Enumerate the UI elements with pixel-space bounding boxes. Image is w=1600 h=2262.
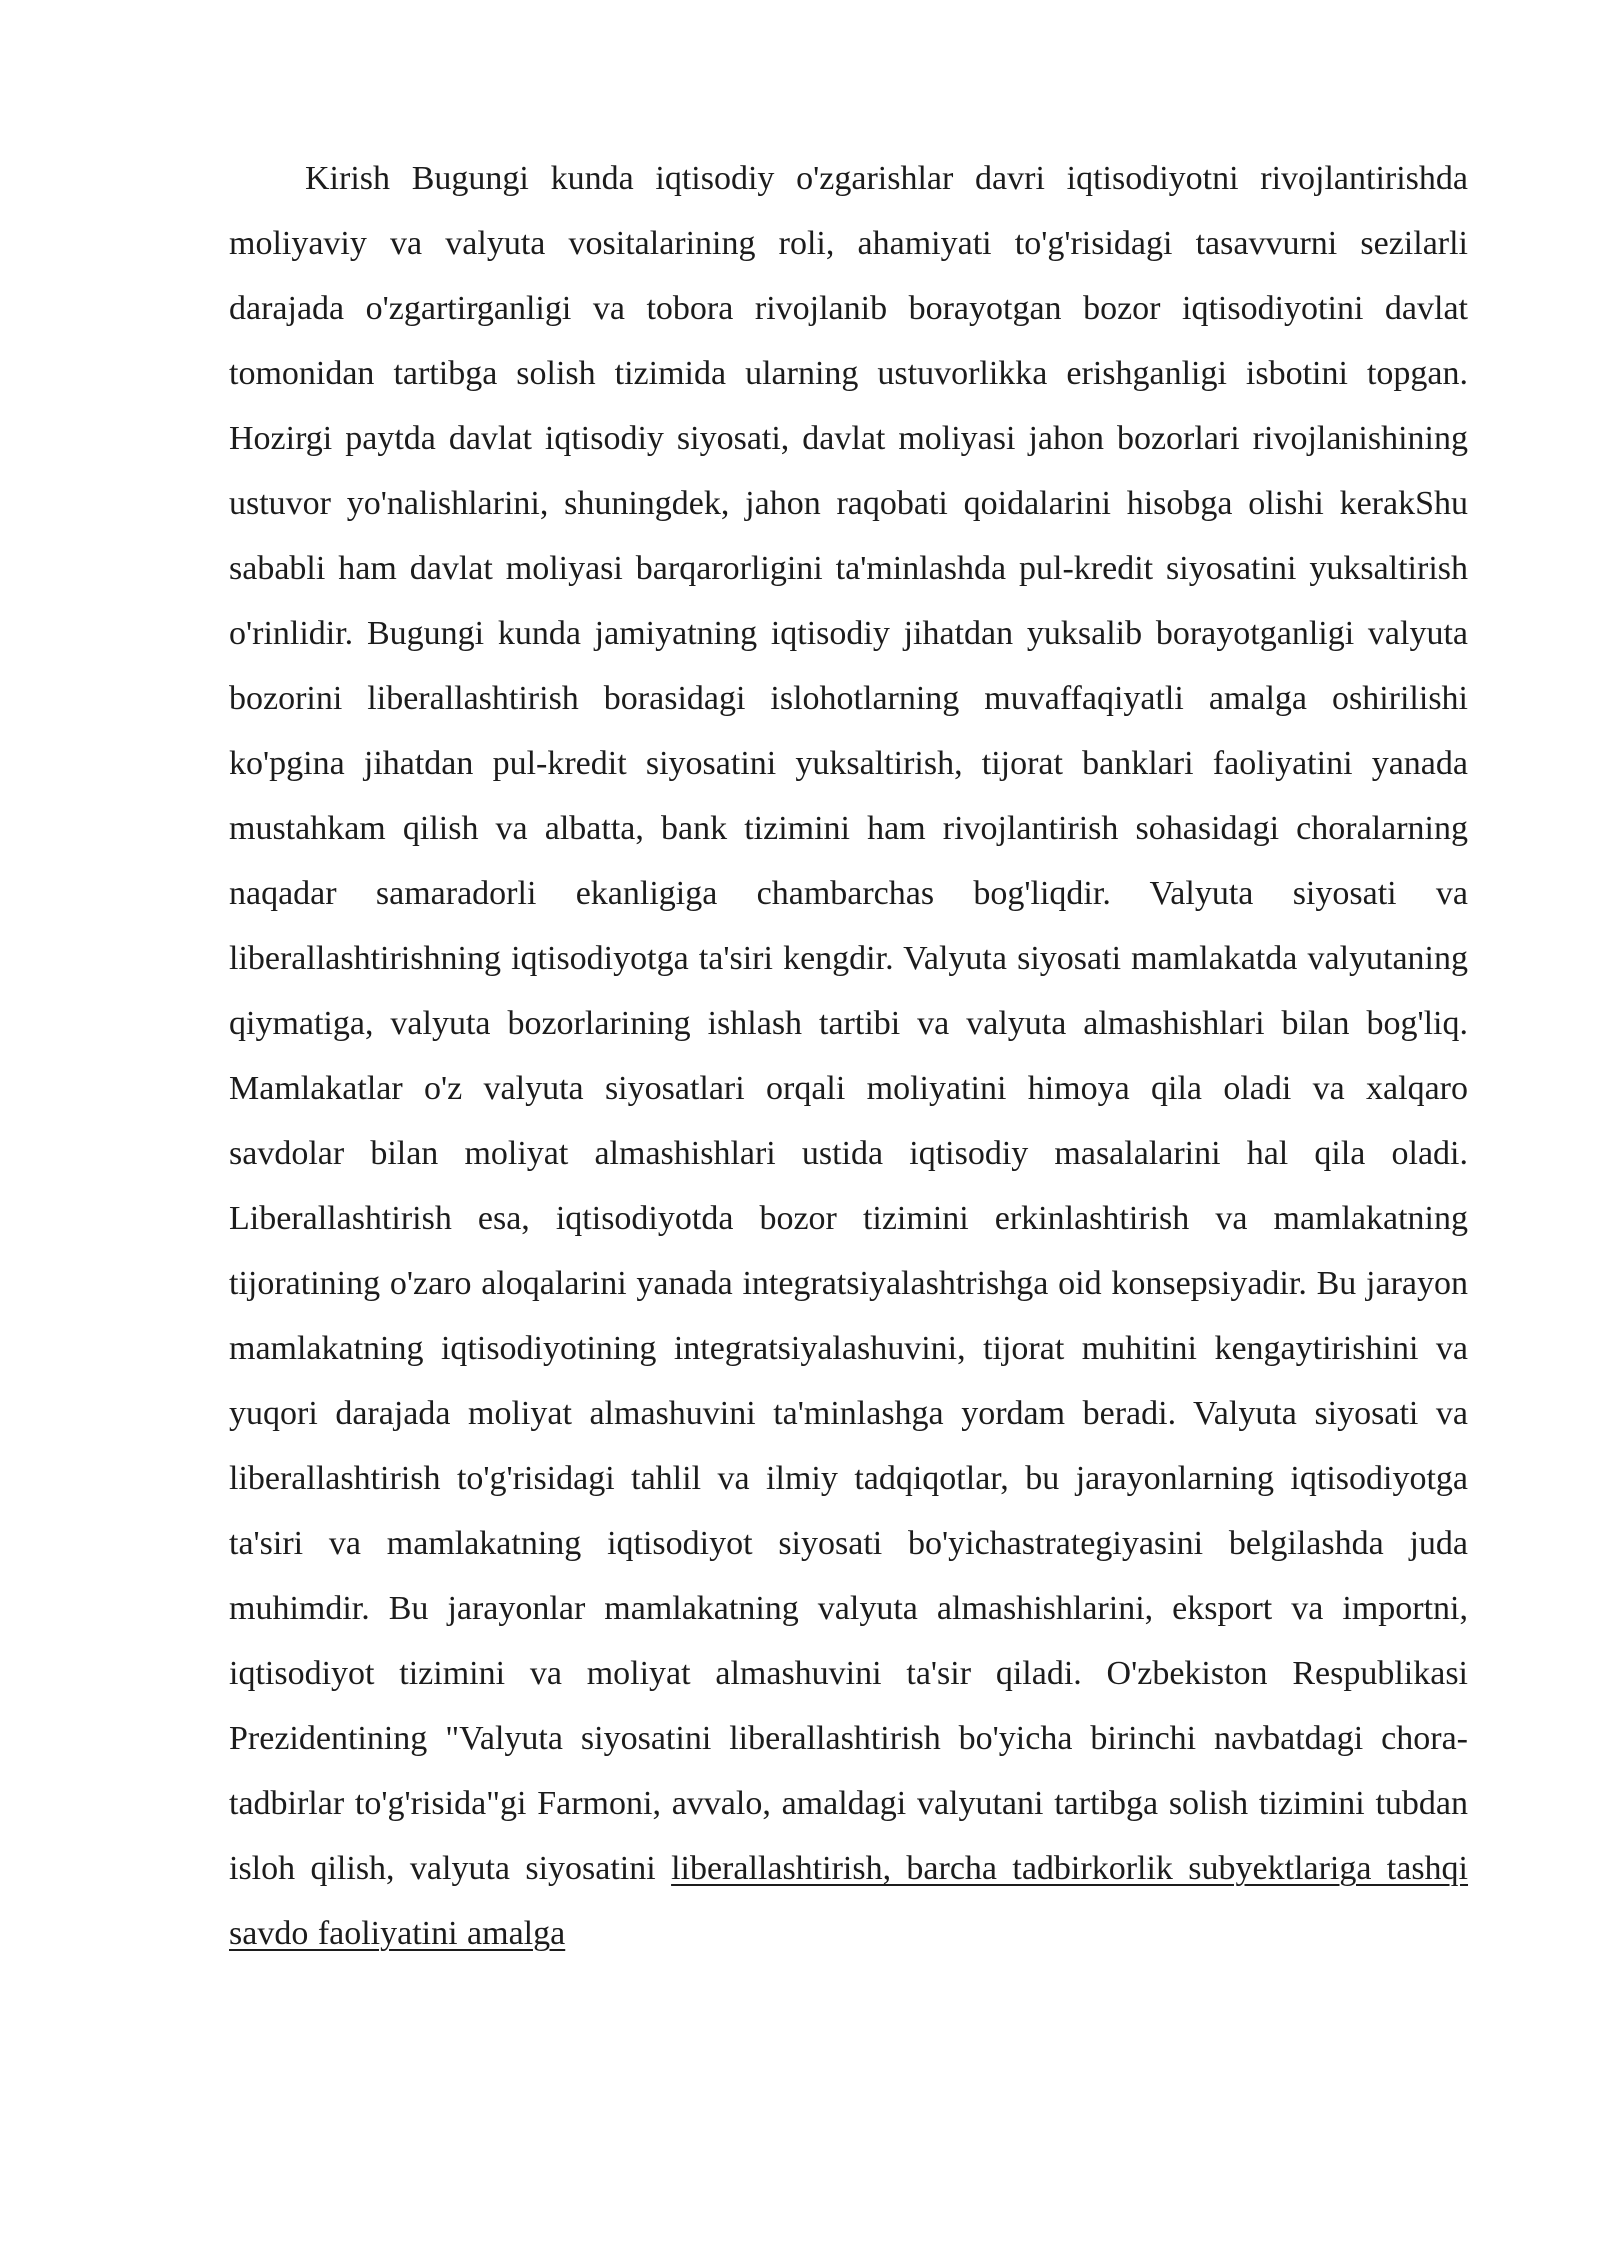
paragraph-underlined-text: liberallashtirish, barcha tadbirkorlik subyektlariga tashqi savdo faoliyatini amalga <box>229 1850 1469 1952</box>
body-paragraph <box>229 146 1468 1966</box>
paragraph-main-text: Kirish Bugungi kunda iqtisodiy o'zgarishlar davri iqtisodiyotni rivojlantirishda moliyaviy va valyuta vositalarining roli, ahamiyati to'g'risidagi tasavvurni sezilarli darajada o'zgartirganligi va tobora rivojlanib borayotgan bozor iqtisodiyotini davlat tomonidan tartibga solish tizimida ularning ustuvorlikka erishganligi isbotini topgan. Hozirgi paytda davlat iqtisodiy siyosati, davlat moliyasi jahon bozorlari rivojlanishining ustuvor yo'nalishlarini, shuningdek, jahon raqobati qoidalarini hisobga olishi kerakShu sababli ham davlat moliyasi barqarorligini ta'minlashda pul-kredit siyosatini yuksaltirish o'rinlidir. Bugungi kunda jamiyatning iqtisodiy jihatdan yuksalib borayotganligi valyuta bozorini liberallashtirish borasidagi islohotlarning muvaffaqiyatli amalga oshirilishi ko'pgina jihatdan pul-kredit siyosatini yuksaltirish, tijorat banklari faoliyatini yanada mustahkam qilish va albatta, bank tizimini ham rivojlantirish sohasidagi choralarning naqadar samaradorli ekanligiga chambarchas bog'liqdir. Valyuta siyosati va liberallashtirishning iqtisodiyotga ta'siri kengdir. Valyuta siyosati mamlakatda valyutaning qiymatiga, valyuta bozorlarining ishlash tartibi va valyuta almashishlari bilan bog'liq. Mamlakatlar o'z valyuta siyosatlari orqali moliyatini himoya qila oladi va xalqaro savdolar bilan moliyat almashishlari ustida iqtisodiy masalalarini hal qila oladi. Liberallashtirish esa, iqtisodiyotda bozor tizimini erkinlashtirish va mamlakatning tijoratining o'zaro aloqalarini yanada integratsiyalashtrishga oid konsepsiyadir. Bu jarayon mamlakatning iqtisodiyotining integratsiyalashuvini, tijorat muhitini kengaytirishini va yuqori darajada moliyat almashuvini ta'minlashga yordam beradi. Valyuta siyosati va liberallashtirish to'g'risidagi tahlil va ilmiy tadqiqotlar, bu jarayonlarning iqtisodiyotga ta'siri va mamlakatning iqtisodiyot siyosati bo'yichastrategiyasini belgilashda juda muhimdir. Bu jarayonlar mamlakatning valyuta almashishlarini, eksport va importni, iqtisodiyot tizimini va moliyat almashuvini ta'sir qiladi. O'zbekiston Respublikasi Prezidentining "Valyuta siyosatini liberallashtirish bo'yicha birinchi navbatdagi chora-tadbirlar to'g'risida"gi Farmoni, avvalo, amaldagi valyutani tartibga solish tizimini tubdan isloh qilish, valyuta siyosatini <box>229 160 1468 1887</box>
